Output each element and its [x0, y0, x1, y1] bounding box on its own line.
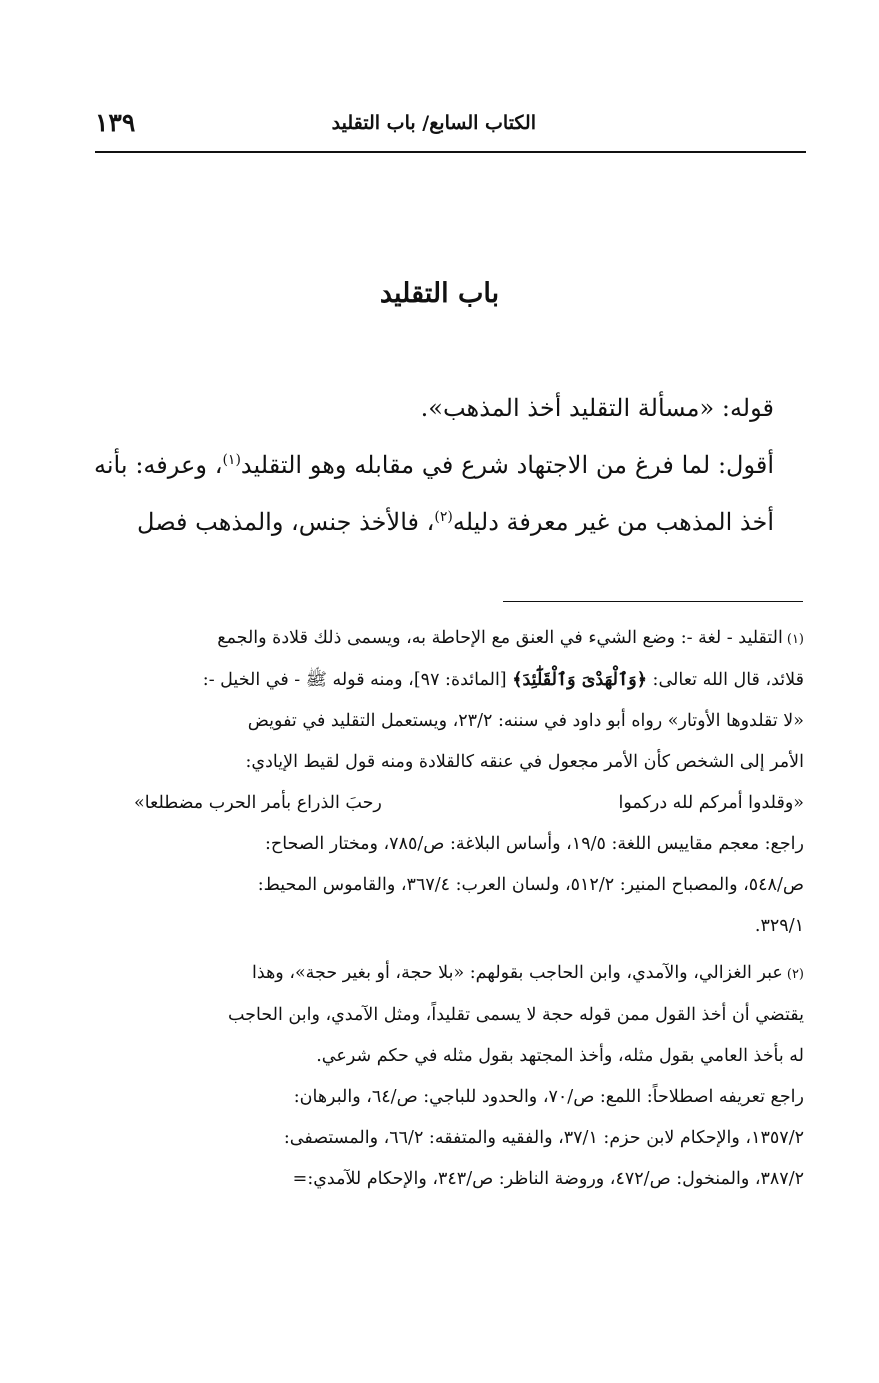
footnote-mark-1: (١) — [786, 632, 804, 647]
footnote-line: ٣٨٧/٢، والمنخول: ص/٤٧٢، وروضة الناظر: ص/٣٤٣، والإحكام للآمدي:= — [292, 1169, 804, 1189]
commentary-part-2: ، وعرفه: بأنه أخذ المذهب من غير معرفة دليله — [94, 451, 774, 536]
footnote-text: عبر الغزالي، والآمدي، وابن الحاجب بقولهم: «بلا حجة، أو بغير حجة»، وهذا — [252, 963, 783, 983]
quran-verse: ﴿وَٱلْهَدْىَ وَٱلْقَلَٰٓئِدَ﴾ — [512, 670, 647, 690]
header-rule — [95, 151, 806, 153]
footnote-2 — [94, 953, 804, 1200]
verse-hemistich-2: رحبَ الذراع بأمر الحرب مضطلعا» — [134, 793, 382, 813]
running-title: الكتاب السابع/ باب التقليد — [331, 112, 536, 134]
footnote-1 — [94, 618, 804, 947]
footnote-line — [94, 660, 804, 701]
commentary-part-1: أقول: لما فرغ من الاجتهاد شرع في مقابله وهو التقليد — [240, 451, 775, 479]
footnote-text: [المائدة: ٩٧]، ومنه قوله ﷺ - في الخيل -: — [202, 670, 507, 690]
footnote-line: ص/٥٤٨، والمصباح المنير: ٥١٢/٢، ولسان العرب: ٣٦٧/٤، والقاموس المحيط: — [257, 875, 804, 895]
footnote-line: يقتضي أن أخذ القول ممن قوله حجة لا يسمى تقليداً، ومثل الآمدي، وابن الحاجب — [228, 1005, 804, 1025]
footnote-separator — [503, 601, 803, 602]
footnote-line: له بأخذ العامي بقول مثله، وأخذ المجتهد بقول مثله في حكم شرعي. — [316, 1046, 804, 1066]
commentary-part-3: ، فالأخذ جنس، والمذهب فصل — [137, 508, 435, 536]
footnote-line: راجع: معجم مقاييس اللغة: ١٩/٥، وأساس البلاغة: ص/٧٨٥، ومختار الصحاح: — [265, 834, 804, 854]
main-text — [94, 380, 804, 551]
chapter-title: باب التقليد — [379, 278, 500, 309]
footnote-line: ٣٢٩/١. — [754, 916, 804, 936]
footnotes — [94, 618, 804, 1200]
footnote-ref-1[interactable]: (١) — [222, 452, 241, 468]
footnote-text: قلائد، قال الله تعالى: — [652, 670, 804, 690]
footnote-line — [94, 953, 804, 995]
footnote-line — [94, 618, 804, 660]
page-number: ١٣٩ — [95, 108, 136, 137]
paragraph-quote: قوله: «مسألة التقليد أخذ المذهب». — [420, 394, 774, 422]
running-header — [95, 108, 784, 144]
footnote-text: التقليد - لغة -: وضع الشيء في العنق مع الإحاطة به، ويسمى ذلك قلادة والجمع — [217, 628, 783, 648]
footnote-line: «لا تقلدوها الأوتار» رواه أبو داود في سننه: ٢٣/٢، ويستعمل التقليد في تفويض — [247, 711, 804, 731]
verse-hemistich-1: «وقلدوا أمركم لله دركموا — [618, 793, 804, 813]
footnote-line: الأمر إلى الشخص كأن الأمر مجعول في عنقه كالقلادة ومنه قول لقيط الإيادي: — [245, 752, 804, 772]
footnote-line: ١٣٥٧/٢، والإحكام لابن حزم: ٣٧/١، والفقيه والمتفقه: ٦٦/٢، والمستصفى: — [283, 1128, 804, 1148]
paragraph-commentary — [94, 437, 804, 551]
footnote-mark-2: (٢) — [786, 967, 804, 982]
poetry-verse — [94, 783, 804, 824]
footnote-line: راجع تعريفه اصطلاحاً: اللمع: ص/٧٠، والحدود للباجي: ص/٦٤، والبرهان: — [293, 1087, 804, 1107]
footnote-ref-2[interactable]: (٢) — [434, 509, 453, 525]
